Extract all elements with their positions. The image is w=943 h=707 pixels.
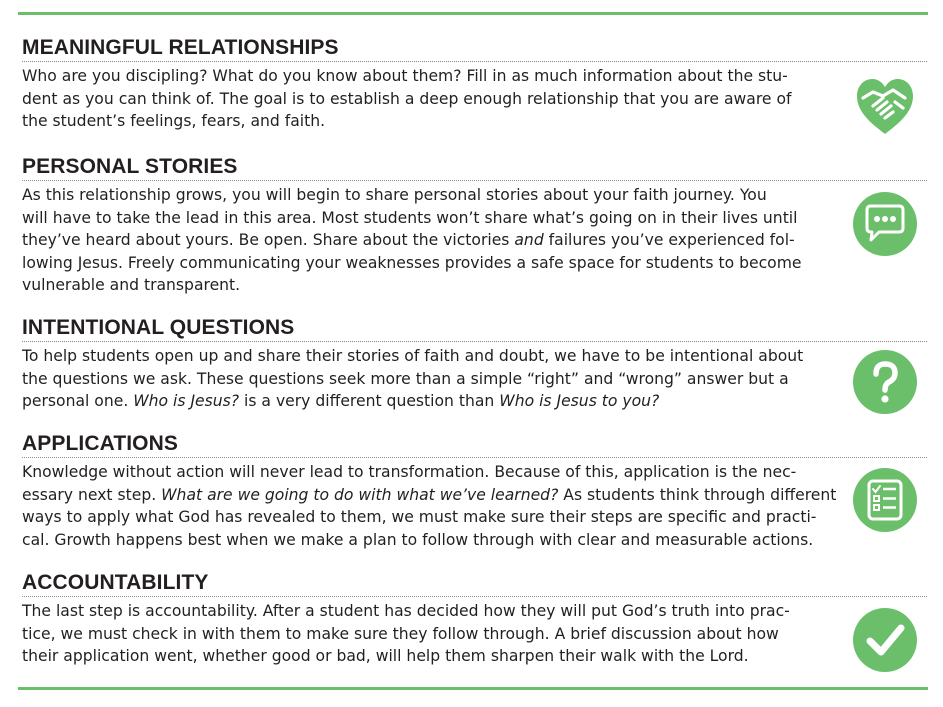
body-line: Who are you discipling? What do you know about them? Fill in as much information about the stu- xyxy=(22,67,788,85)
body-line: cal. Growth happens best when we make a plan to follow through with clear and measurable actions. xyxy=(22,530,814,549)
section-heading: APPLICATIONS xyxy=(22,432,178,455)
body-line: the student’s feelings, fears, and faith. xyxy=(22,112,326,130)
section-meaningful-relationships xyxy=(22,35,927,133)
section-body xyxy=(22,345,842,413)
handshake-heart-icon xyxy=(853,74,917,138)
dotted-divider xyxy=(22,457,927,458)
section-personal-stories xyxy=(22,154,927,297)
body-line: essary next step. What are we going to do with what we’ve learned? As students think through different xyxy=(22,485,837,504)
dotted-divider xyxy=(22,180,927,181)
body-line: their application went, whether good or bad, will help them sharpen their walk with the Lord. xyxy=(22,647,749,665)
bottom-rule xyxy=(18,687,928,690)
section-applications xyxy=(22,431,927,551)
section-body xyxy=(22,65,842,133)
body-line: ways to apply what God has revealed to them, we must make sure their steps are specific and practi- xyxy=(22,508,817,526)
dotted-divider xyxy=(22,341,927,342)
body-line: personal one. Who is Jesus? is a very different question than Who is Jesus to you? xyxy=(22,392,660,410)
checklist-icon xyxy=(853,468,917,532)
body-line: dent as you can think of. The goal is to establish a deep enough relationship that you are aware of xyxy=(22,89,792,108)
body-line: lowing Jesus. Freely communicating your weaknesses provides a safe space for students to become xyxy=(22,253,802,272)
section-body xyxy=(22,184,842,297)
body-line: To help students open up and share their stories of faith and doubt, we have to be intentional about xyxy=(22,347,804,365)
section-heading: PERSONAL STORIES xyxy=(22,155,238,178)
section-heading: ACCOUNTABILITY xyxy=(22,571,209,594)
section-heading: INTENTIONAL QUESTIONS xyxy=(22,316,295,339)
body-line: The last step is accountability. After a student has decided how they will put God’s truth into prac- xyxy=(22,602,790,620)
body-line: will have to take the lead in this area. Most students won’t share what’s going on in their lives until xyxy=(22,208,798,227)
body-line: As this relationship grows, you will begin to share personal stories about your faith journey. You xyxy=(22,186,767,204)
section-heading: MEANINGFUL RELATIONSHIPS xyxy=(22,36,339,59)
section-body xyxy=(22,461,842,551)
question-mark-icon xyxy=(853,350,917,414)
dotted-divider xyxy=(22,596,927,597)
body-line: vulnerable and transparent. xyxy=(22,276,241,294)
top-rule xyxy=(18,12,928,15)
body-line: Knowledge without action will never lead to transformation. Because of this, application is the nec- xyxy=(22,463,797,481)
speech-bubble-icon xyxy=(853,192,917,256)
checkmark-icon xyxy=(853,608,917,672)
section-accountability xyxy=(22,570,927,668)
body-line: tice, we must check in with them to make sure they follow through. A brief discussion about how xyxy=(22,624,779,643)
section-intentional-questions xyxy=(22,315,927,413)
section-body xyxy=(22,600,842,668)
dotted-divider xyxy=(22,61,927,62)
body-line: they’ve heard about yours. Be open. Share about the victories and failures you’ve experienced fol- xyxy=(22,231,795,249)
body-line: the questions we ask. These questions seek more than a simple “right” and “wrong” answer but a xyxy=(22,369,789,388)
